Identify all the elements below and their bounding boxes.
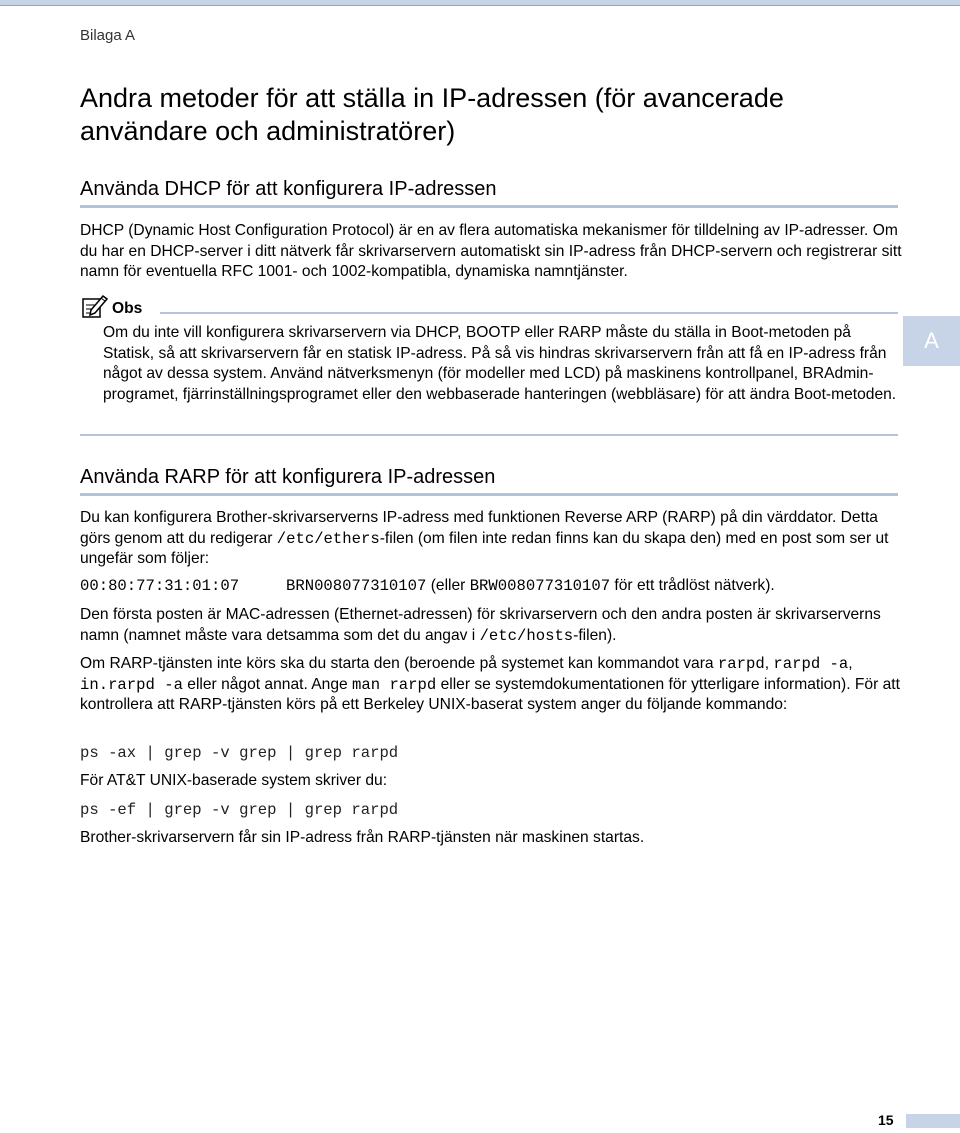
code-man-rarpd: man rarpd	[352, 675, 437, 694]
rarp-paragraph-2	[80, 605, 905, 646]
appendix-side-tab: A	[903, 316, 960, 366]
command-berkeley: ps -ax | grep -v grep | grep rarpd	[80, 744, 399, 762]
section-heading-dhcp: Använda DHCP för att konfigurera IP-adressen	[80, 178, 497, 200]
brn-name-code: BRN008077310107	[286, 577, 427, 595]
page-number: 15	[878, 1112, 894, 1128]
note-top-rule	[160, 312, 898, 314]
text-span: Du kan konfigurera Brother-skrivarserverns IP-adress med funktionen Reverse ARP (RARP) på din värddator. Detta görs genom att du redigerar	[80, 509, 878, 547]
closing-paragraph: Brother-skrivarservern får sin IP-adress från RARP-tjänsten när maskinen startas.	[80, 829, 645, 846]
note-label: Obs	[112, 300, 143, 317]
brw-name-code: BRW008077310107	[469, 577, 611, 595]
text-span: Den första posten är MAC-adressen (Ethernet-adressen) för skrivarservern och den andra posten är skrivarserverns namn (namnet måste vara detsamma som det du angav i	[80, 606, 881, 644]
page-number-box	[906, 1114, 960, 1128]
text-span: Om RARP-tjänsten inte körs ska du starta den (beroende på systemet kan kommandot vara	[80, 655, 718, 672]
text-span: eller se systemdokumentationen för ytterligare information). För att kontrollera att RARP-tjänsten körs på ett Berkeley UNIX-baserat system anger du följande kommando:	[80, 675, 900, 713]
top-bar-line	[0, 5, 960, 6]
code-etc-ethers: /etc/ethers	[276, 529, 380, 548]
note-text: Om du inte vill konfigurera skrivarservern via DHCP, BOOTP eller RARP måste du ställa in Boot-metoden på Statisk, så att skrivarservern får en statisk IP-adress. På så vis hindras skrivarservern från att få en IP-adress från något av dessa system. Använd nätverksmenyn (för modeller med LCD) på maskinens kontrollpanel, BRAdmin-programet, fjärrinställningsprogramet eller den webbaserade hanteringen (webbläsare) för att ändra Boot-metoden.	[103, 324, 897, 403]
section-rule-rarp	[80, 493, 898, 496]
command-att: ps -ef | grep -v grep | grep rarpd	[80, 801, 399, 819]
dhcp-paragraph: DHCP (Dynamic Host Configuration Protocol) är en av flera automatiska mekanismer för tilldelning av IP-adresser. Om du har en DHCP-server i ditt nätverk får skrivarservern automatiskt sin IP-adress från DHCP-servern och registrerar sitt namn för eventuella RFC 1001- och 1002-kompatibla, dynamiska namntjänster.	[80, 222, 902, 280]
code-rarpd: rarpd	[717, 655, 765, 673]
note-pencil-icon	[82, 293, 108, 319]
rarp-paragraph-1	[80, 508, 905, 570]
text-span: ,	[764, 655, 774, 672]
code-rarpd-a: rarpd -a	[773, 655, 849, 673]
text-span: eller något annat. Ange	[182, 675, 353, 693]
att-unix-paragraph: För AT&T UNIX-baserade system skriver du:	[80, 772, 388, 789]
ethers-example-line	[80, 576, 905, 597]
text-span: -filen).	[573, 626, 617, 644]
text-span: -filen (om filen inte redan finns kan du skapa den) med en post som ser ut ungefär som följer:	[80, 529, 889, 567]
section-heading-rarp: Använda RARP för att konfigurera IP-adressen	[80, 466, 496, 488]
rarp-paragraph-3	[80, 654, 905, 716]
code-in-rarpd-a: in.rarpd -a	[80, 675, 183, 694]
note-bottom-rule	[80, 434, 898, 436]
text-span: för ett trådlöst nätverk).	[610, 577, 775, 594]
mac-address-code: 00:80:77:31:01:07	[80, 577, 240, 595]
page-title: Andra metoder för att ställa in IP-adressen (för avancerade användare och administratörer)	[80, 83, 784, 146]
code-etc-hosts: /etc/hosts	[479, 626, 574, 645]
text-span: ,	[848, 655, 853, 672]
section-rule-dhcp	[80, 205, 898, 208]
text-span: (eller	[426, 577, 470, 594]
chapter-header: Bilaga A	[80, 27, 136, 44]
